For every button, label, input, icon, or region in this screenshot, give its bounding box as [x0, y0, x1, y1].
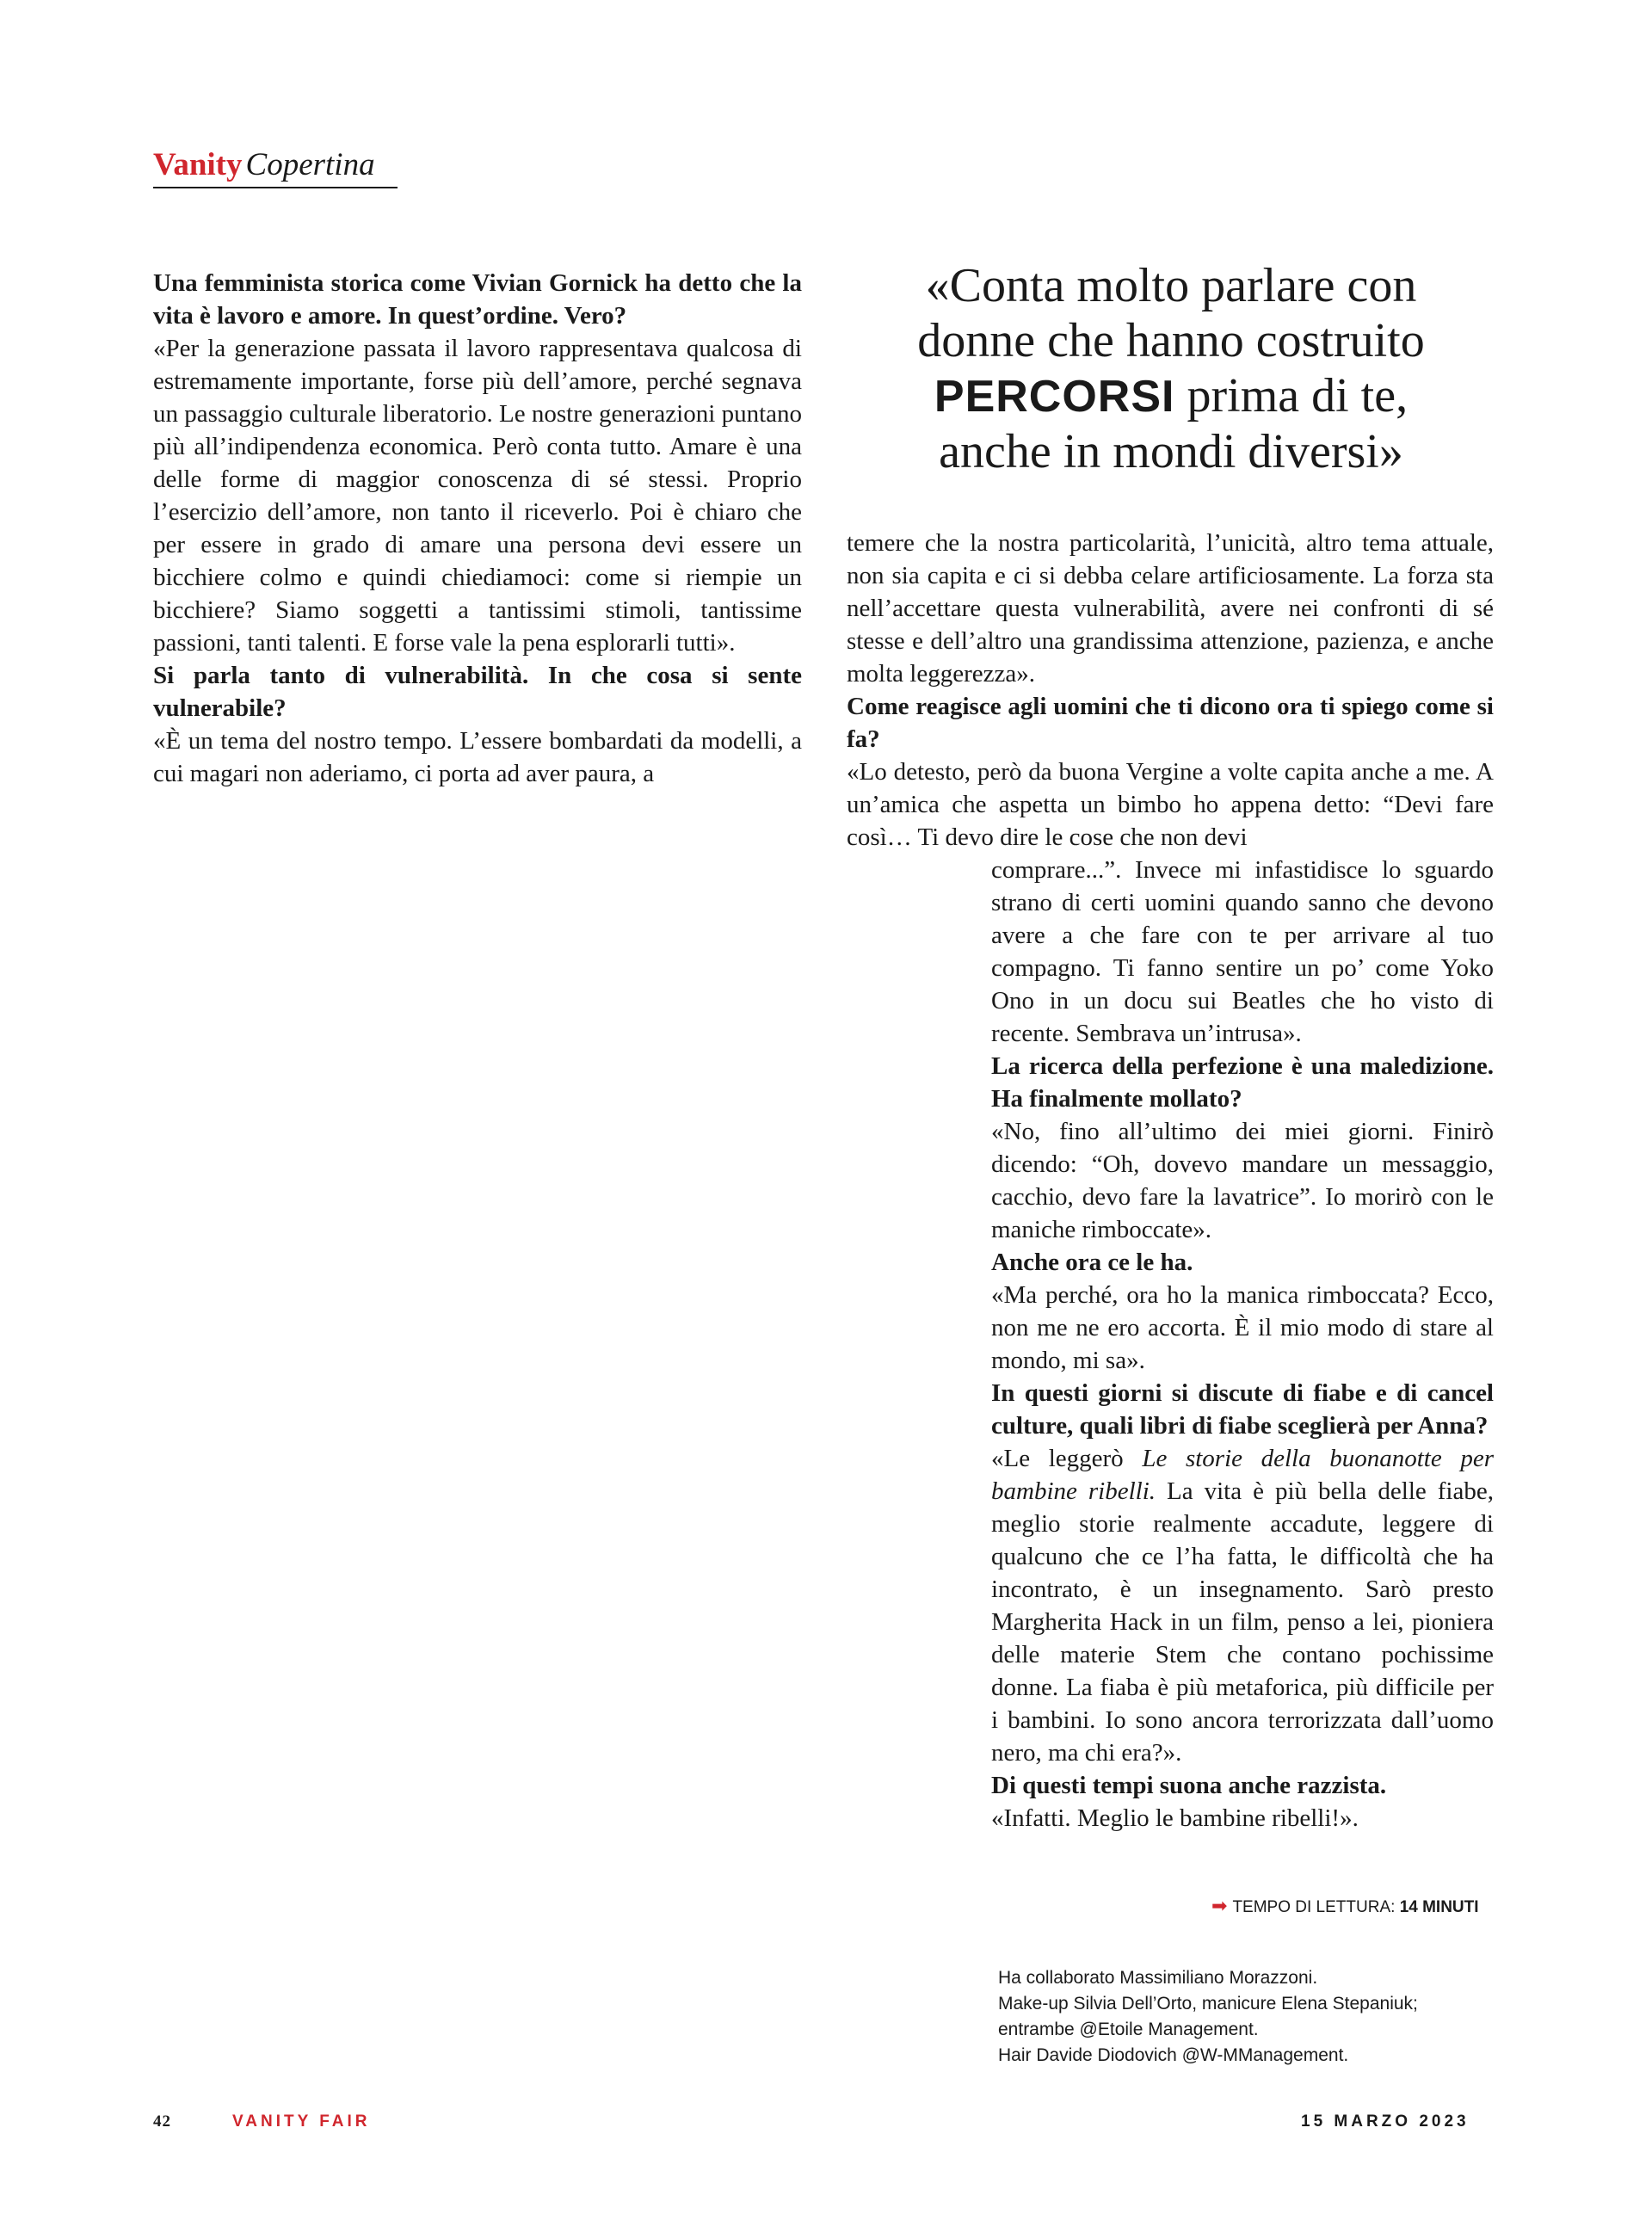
right-column-top	[847, 527, 1494, 854]
question: Una femminista storica come Vivian Gornick ha detto che la vita è lavoro e amore. In quest’ordine. Vero?	[153, 269, 802, 330]
reading-time-value: 14 MINUTI	[1399, 1898, 1479, 1916]
answer-text: La vita è più bella delle fiabe, meglio storie realmente accadute, leggere di qualcuno che ce l’ha fatta, le difficoltà che ha incontrato, è un insegnamento. Sarò presto Margherita Hack in un film, penso a lei, pioniera delle materie Stem che contano pochissime donne. La fiaba è più metaforica, più difficile per i bambini. Io sono ancora terrorizzata dall’uomo nero, ma chi era?».	[991, 1477, 1494, 1767]
question: Di questi tempi suona anche razzista.	[991, 1772, 1387, 1799]
answer	[991, 1442, 1494, 1769]
page-number: 42	[153, 2112, 171, 2131]
answer-text: «Le leggerò	[991, 1445, 1143, 1472]
credit-line: Hair Davide Diodovich @W-MManagement.	[998, 2045, 1349, 2065]
credit-line: Make-up Silvia Dell’Orto, manicure Elena Stepaniuk;	[998, 1994, 1418, 2014]
left-column	[153, 267, 802, 790]
header-rule	[153, 187, 398, 188]
pull-quote-line	[852, 368, 1490, 424]
pull-quote	[852, 258, 1490, 479]
brand-label: Vanity	[153, 147, 243, 182]
book-title: Le storie della buonanotte per bambine ribelli.	[991, 1445, 1495, 1505]
answer: temere che la nostra particolarità, l’unicità, altro tema attuale, non sia capita e ci si debba celare artificiosamente. La forza sta nell’accettare questa vulnerabilità, avere nei confronti di sé stesse e dell’altro una grandissima attenzione, pazienza, e anche molta leggerezza».	[847, 529, 1494, 688]
answer: «Ma perché, ora ho la manica rimboccata? Ecco, non me ne ero accorta. È il mio modo di stare al mondo, mi sa».	[991, 1281, 1494, 1374]
question: La ricerca della perfezione è una maledizione. Ha finalmente mollato?	[991, 1052, 1494, 1113]
answer: «Per la generazione passata il lavoro rappresentava qualcosa di estremamente importante, forse più dell’amore, perché segnava un passaggio culturale liberatorio. Le nostre generazioni puntano più all’indipendenza economica. Però conta tutto. Amare è una delle forme di maggior conoscenza di sé stessi. Proprio l’esercizio dell’amore, non tanto il riceverlo. Poi è chiaro che per essere in grado di amare una persona devi essere un bicchiere colmo e quindi chiediamoci: come si riempie un bicchiere? Siamo soggetti a tantissimi stimoli, tantissime passioni, tanti talenti. E forse vale la pena esplorarli tutti».	[153, 335, 802, 657]
pull-quote-line: anche in mondi diversi»	[939, 425, 1403, 478]
question: In questi giorni si discute di fiabe e di cancel culture, quali libri di fiabe sceglierà per Anna?	[991, 1379, 1494, 1440]
reading-time	[1211, 1895, 1479, 1917]
arrow-right-icon: ➡	[1211, 1895, 1228, 1916]
section-header	[153, 146, 398, 188]
answer: «No, fino all’ultimo dei miei giorni. Finirò dicendo: “Oh, dovevo mandare un messaggio, cacchio, devo fare la lavatrice”. Io morirò con le maniche rimboccate».	[991, 1118, 1494, 1243]
credit-line: entrambe @Etoile Management.	[998, 2020, 1259, 2039]
answer: «Infatti. Meglio le bambine ribelli!».	[991, 1804, 1359, 1832]
question: Si parla tanto di vulnerabilità. In che cosa si sente vulnerabile?	[153, 662, 802, 722]
reading-time-label: TEMPO DI LETTURA:	[1232, 1898, 1396, 1916]
question: Come reagisce agli uomini che ti dicono ora ti spiego come si fa?	[847, 693, 1494, 753]
issue-date: 15 MARZO 2023	[1301, 2112, 1470, 2131]
pull-quote-line: donne che hanno costruito	[917, 314, 1425, 367]
credits	[998, 1965, 1418, 2069]
answer: «È un tema del nostro tempo. L’essere bombardati da modelli, a cui magari non aderiamo, ci porta ad aver paura, a	[153, 727, 802, 787]
pull-quote-line: «Conta molto parlare con	[925, 259, 1417, 312]
section-label: Copertina	[245, 147, 375, 182]
magazine-name: VANITY FAIR	[232, 2112, 371, 2131]
right-column-inner	[991, 854, 1494, 1835]
pull-quote-highlight: PERCORSI	[934, 372, 1175, 422]
question: Anche ora ce le ha.	[991, 1249, 1193, 1276]
credit-line: Ha collaborato Massimiliano Morazzoni.	[998, 1968, 1318, 1988]
answer: comprare...”. Invece mi infastidisce lo sguardo strano di certi uomini quando sanno che devono avere a che fare con te per arrivare al tuo compagno. Ti fanno sentire un po’ come Yoko Ono in un docu sui Beatles che ho visto di recente. Sembrava un’intrusa».	[991, 856, 1494, 1047]
pull-quote-line-rest: prima di te,	[1174, 369, 1409, 422]
answer: «Lo detesto, però da buona Vergine a volte capita anche a me. A un’amica che aspetta un bimbo ho appena detto: “Devi fare così… Ti devo dire le cose che non devi	[847, 758, 1494, 851]
